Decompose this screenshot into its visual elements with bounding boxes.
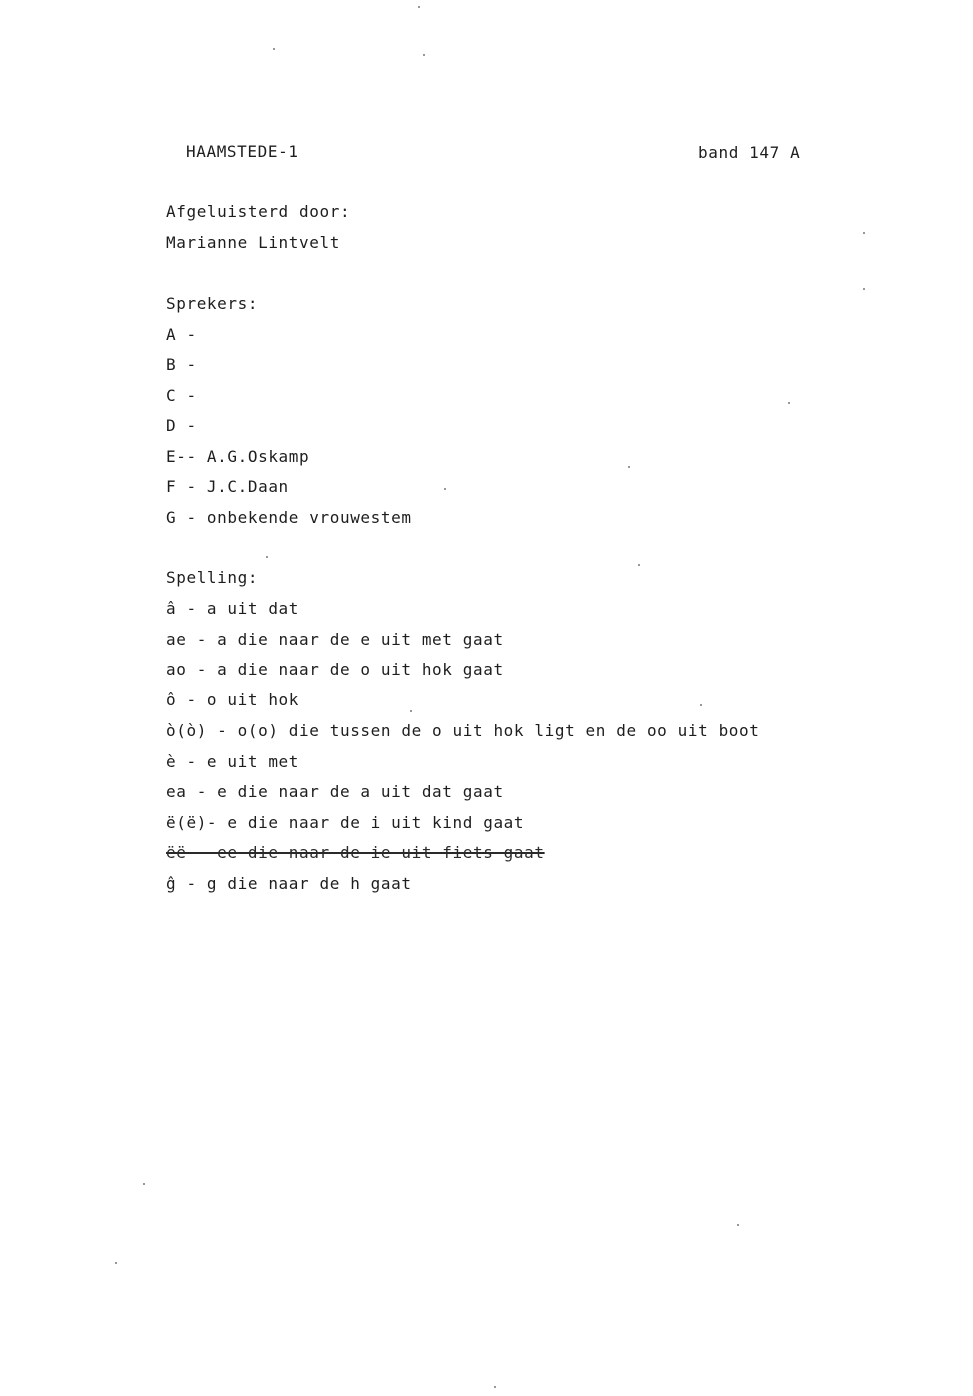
- spelling-item: ô - o uit hok: [166, 690, 300, 709]
- document-title: HAAMSTEDE-1: [186, 142, 299, 161]
- scan-speck: [494, 1386, 496, 1388]
- spelling-item: ë(ë)- e die naar de i uit kind gaat: [166, 813, 525, 832]
- scan-speck: [444, 488, 446, 490]
- scan-speck: [418, 6, 420, 8]
- scan-speck: [410, 710, 412, 712]
- scan-speck: [788, 402, 790, 404]
- speaker-item: D -: [166, 416, 197, 435]
- scan-speck: [863, 232, 865, 234]
- scan-speck: [143, 1183, 145, 1185]
- scan-speck: [638, 564, 640, 566]
- spelling-item: ao - a die naar de o uit hok gaat: [166, 660, 504, 679]
- struck-spelling-item: ëë - ee die naar de ie uit fiets gaat: [166, 843, 545, 862]
- speakers-label: Sprekers:: [166, 294, 259, 313]
- speaker-item: G - onbekende vrouwestem: [166, 508, 412, 527]
- scan-speck: [737, 1224, 739, 1226]
- scan-speck: [863, 288, 865, 290]
- speaker-item: E-- A.G.Oskamp: [166, 447, 310, 466]
- spelling-item: â - a uit dat: [166, 599, 300, 618]
- scan-speck: [266, 556, 268, 558]
- spelling-item: ò(ò) - o(o) die tussen de o uit hok ligt en de oo uit boot: [166, 721, 760, 740]
- spelling-item: ae - a die naar de e uit met gaat: [166, 630, 504, 649]
- speaker-item: C -: [166, 386, 197, 405]
- listened-label: Afgeluisterd door:: [166, 202, 351, 221]
- spelling-item: è - e uit met: [166, 752, 300, 771]
- speaker-item: A -: [166, 325, 197, 344]
- scan-speck: [700, 704, 702, 706]
- scan-speck: [628, 466, 630, 468]
- spelling-label: Spelling:: [166, 568, 259, 587]
- tape-label: band 147 A: [698, 143, 801, 162]
- listener-name: Marianne Lintvelt: [166, 233, 340, 252]
- scan-speck: [423, 54, 425, 56]
- scan-speck: [273, 48, 275, 50]
- spelling-item: ĝ - g die naar de h gaat: [166, 874, 412, 893]
- speaker-item: F - J.C.Daan: [166, 477, 289, 496]
- speaker-item: B -: [166, 355, 197, 374]
- scan-speck: [115, 1262, 117, 1264]
- spelling-item: ea - e die naar de a uit dat gaat: [166, 782, 504, 801]
